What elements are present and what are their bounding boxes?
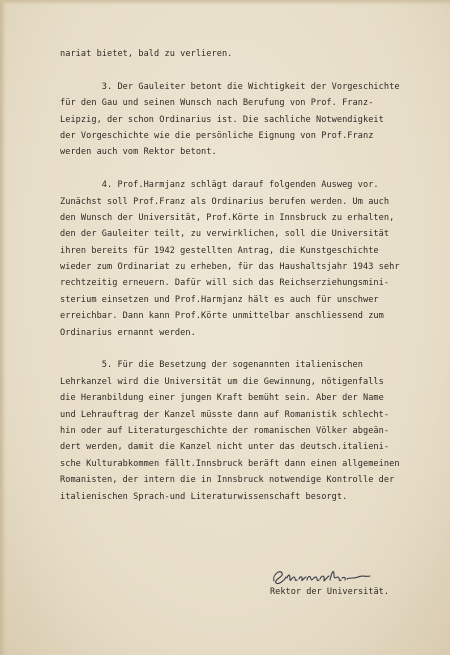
signature-block bbox=[270, 565, 430, 625]
text-line: sche Kulturabkommen fällt.Innsbruck beräft dann einen allgemeinen bbox=[60, 458, 400, 469]
text-line: den der Gauleiter teilt, zu verwirklichen, soll die Universität bbox=[60, 229, 390, 240]
text-line: die Heranbildung einer jungen Kraft bemüht sein. Aber der Name bbox=[60, 393, 384, 404]
text-line: erreichbar. Dann kann Prof.Körte unmittelbar anschliessend zum bbox=[60, 311, 384, 322]
text-line: wieder zum Ordinariat zu erheben, für das Haushaltsjahr 1943 sehr bbox=[60, 262, 400, 273]
typed-letter-body bbox=[60, 46, 432, 505]
text-line: Ordinarius ernannt werden. bbox=[60, 327, 196, 338]
signatory-title: Rektor der Universität. bbox=[270, 587, 389, 597]
text-line: Leipzig, der schon Ordinarius ist. Die sachliche Notwendigkeit bbox=[60, 114, 384, 125]
text-line: 5. Für die Besetzung der sogenannten italienischen bbox=[60, 360, 363, 371]
text-line: für den Gau und seinen Wunsch nach Berufung von Prof. Franz- bbox=[60, 98, 374, 109]
text-line bbox=[60, 62, 432, 78]
text-line: hin oder auf Literaturgeschichte der romanischen Völker abgeän- bbox=[60, 425, 390, 436]
text-line bbox=[60, 161, 432, 177]
text-line: ihren bereits für 1942 gestellten Antrag, die Kunstgeschichte bbox=[60, 245, 379, 256]
text-line: werden auch vom Rektor betont. bbox=[60, 147, 217, 158]
text-line: Romanisten, der intern die in Innsbruck notwendige Kontrolle der bbox=[60, 475, 395, 486]
text-line: der Vorgeschichte wie die persönliche Eignung von Prof.Franz bbox=[60, 130, 374, 141]
page-top-shadow bbox=[0, 0, 450, 5]
page-edge-shadow bbox=[0, 0, 6, 655]
text-line: rechtzeitig erneuern. Dafür will sich das Reichserziehungsmini- bbox=[60, 278, 390, 289]
text-line: italienischen Sprach-und Literaturwissenschaft besorgt. bbox=[60, 491, 348, 502]
text-line: und Lehrauftrag der Kanzel müsste dann auf Romanistik schlecht- bbox=[60, 409, 390, 420]
text-line: den Wunsch der Universität, Prof.Körte in Innsbruck zu erhalten, bbox=[60, 212, 395, 223]
text-line: 4. Prof.Harmjanz schlägt darauf folgenden Ausweg vor. bbox=[60, 180, 379, 191]
text-line: sterium einsetzen und Prof.Harmjanz hält es auch für unschwer bbox=[60, 294, 379, 305]
text-line bbox=[60, 341, 432, 357]
text-line: dert werden, damit die Kanzel nicht unter das deutsch.italieni- bbox=[60, 442, 390, 453]
text-line: Lehrkanzel wird die Universität um die Gewinnung, nötigenfalls bbox=[60, 376, 384, 387]
text-line: Zunächst soll Prof.Franz als Ordinarius berufen werden. Um auch bbox=[60, 196, 390, 207]
handwritten-signature bbox=[270, 565, 380, 587]
text-line: nariat bietet, bald zu verlieren. bbox=[60, 49, 233, 59]
text-line: 3. Der Gauleiter betont die Wichtigkeit der Vorgeschichte bbox=[60, 81, 400, 92]
